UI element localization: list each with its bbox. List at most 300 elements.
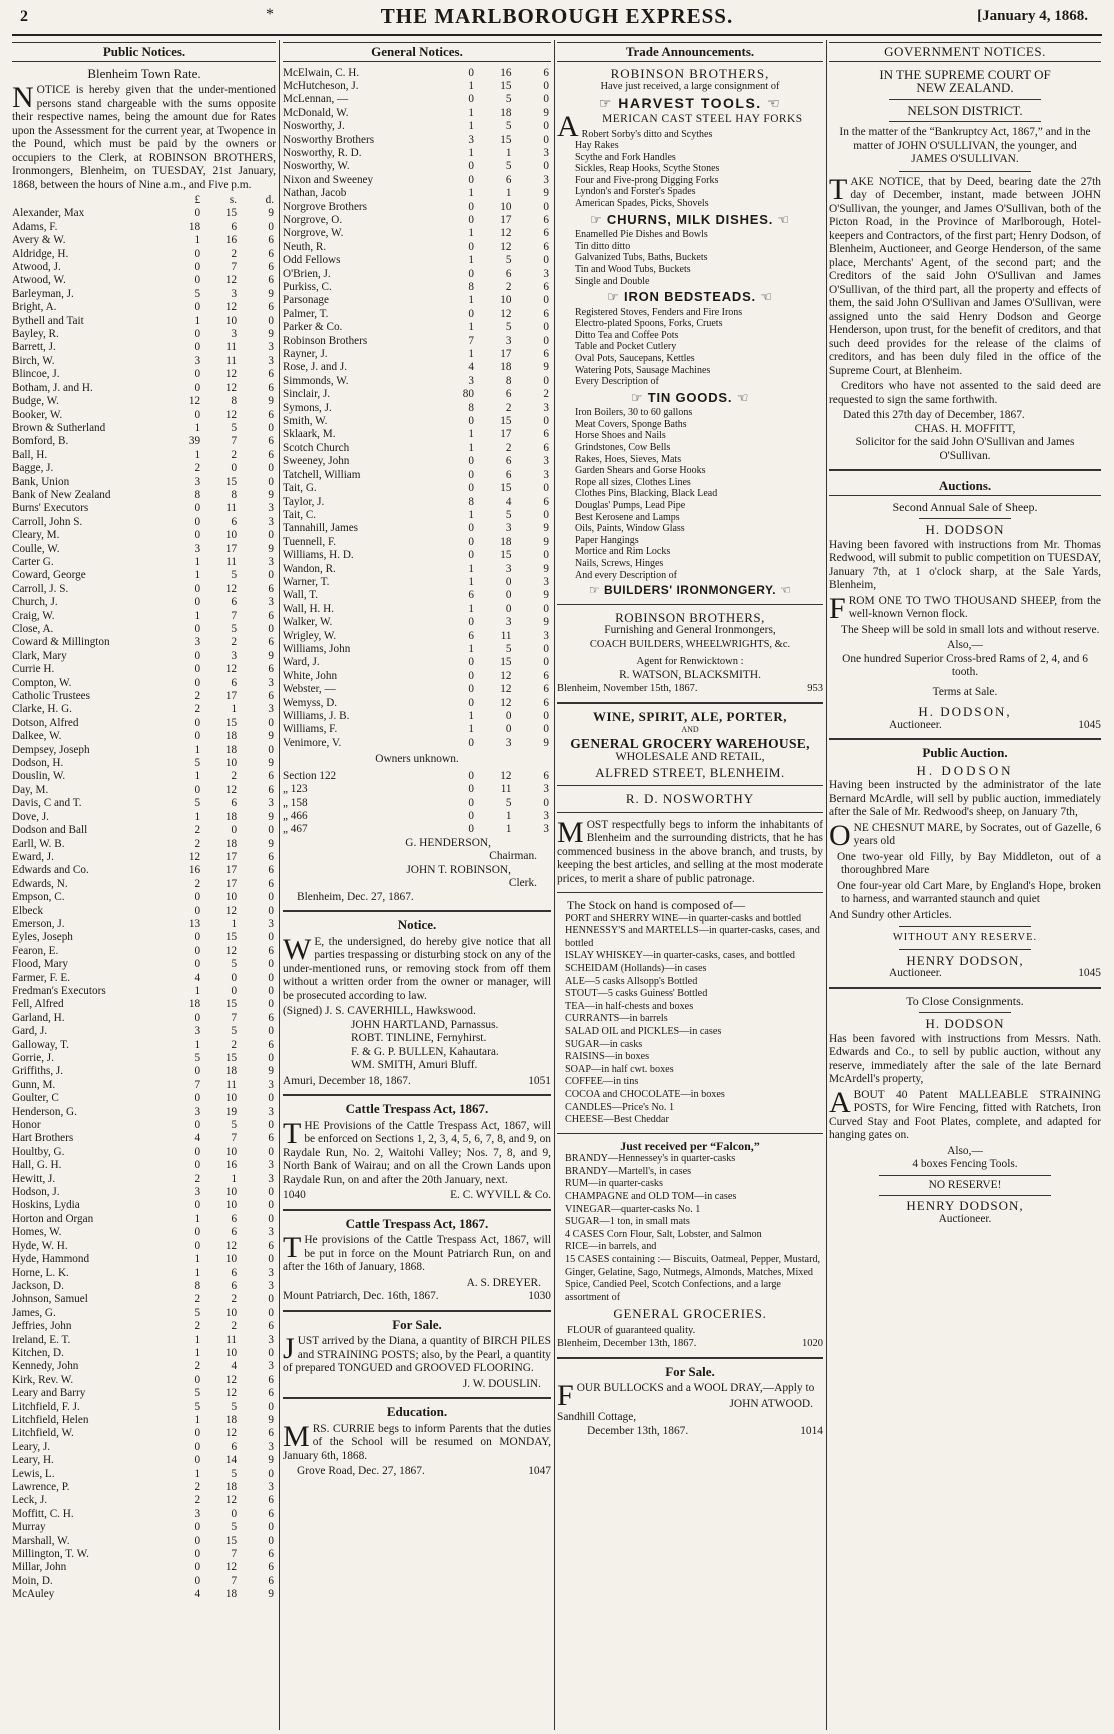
list-item: Enamelled Pie Dishes and Bowls (575, 229, 708, 241)
rate-row (283, 616, 551, 629)
rate-row (283, 710, 551, 723)
rate-pence: 0 (268, 998, 274, 1011)
rate-shillings: 5 (505, 120, 512, 133)
sale-title: To Close Consignments. (906, 993, 1024, 1008)
rate-row (12, 1173, 276, 1186)
rate-shillings: 0 (505, 602, 512, 615)
rate-shillings: 1 (231, 703, 238, 716)
rate-pounds: 0 (194, 381, 201, 394)
rate-shillings: 12 (225, 1373, 238, 1386)
rate-pence: 0 (268, 1293, 274, 1306)
rate-row (283, 549, 551, 562)
ratepayer-name: Fredman's Executors (12, 984, 106, 997)
notice-footer (283, 1465, 551, 1479)
warehouse-address: ALFRED STREET, BLENHEIM. (595, 764, 785, 780)
rate-row (12, 1012, 276, 1025)
rate-shillings: 5 (231, 1400, 238, 1413)
ad-number: 1051 (528, 1074, 551, 1087)
rate-shillings: 12 (225, 582, 238, 595)
auctioneer-name: H. DODSON (916, 762, 1014, 778)
rate-row (283, 308, 551, 321)
ratepayer-name: Tuennell, F. (283, 535, 337, 548)
rate-row (12, 1414, 276, 1427)
rate-pence: 0 (543, 321, 549, 334)
goods-list (575, 129, 823, 210)
pointing-hand-icon: ☞ (598, 94, 619, 111)
rate-pounds: 0 (468, 415, 474, 428)
rate-shillings: 17 (225, 542, 238, 555)
rate-pounds: 0 (194, 1065, 201, 1078)
ad-number: 1047 (528, 1465, 551, 1478)
ad-footer (557, 1425, 823, 1439)
trespass-notice (283, 932, 551, 1004)
rate-shillings: 0 (505, 723, 512, 736)
rate-row (283, 375, 551, 388)
rate-row (12, 784, 276, 797)
ratepayer-name: Dodson and Ball (12, 824, 88, 837)
court-title: IN THE SUPREME COURT OF (879, 66, 1051, 82)
rate-shillings: 12 (500, 227, 512, 240)
rate-pounds: 0 (194, 1011, 201, 1024)
rate-shillings: 7 (231, 1011, 238, 1024)
rate-pence: 9 (543, 361, 549, 374)
list-item: TEA—in half-chests and boxes (565, 1000, 694, 1012)
rate-row (12, 717, 276, 730)
ratepayer-name: Bythell and Tait (12, 314, 84, 327)
rate-pounds: 13 (188, 917, 201, 930)
rate-shillings: 5 (505, 160, 512, 173)
rate-pounds: 3 (468, 133, 474, 146)
list-item: Tin and Wood Tubs, Buckets (575, 263, 691, 275)
rate-shillings: 0 (231, 824, 238, 837)
rate-pence: 6 (268, 408, 274, 421)
rate-shillings: 4 (505, 495, 512, 508)
ratepayer-name: Johnson, Samuel (12, 1293, 88, 1306)
rate-shillings: 6 (231, 515, 238, 528)
owners-unknown-heading: Owners unknown. (375, 753, 459, 766)
rate-pounds: 1 (194, 1346, 201, 1359)
rate-pence: 3 (543, 146, 549, 159)
rate-pounds: 2 (194, 1494, 201, 1507)
list-item: And every Description of (575, 569, 677, 581)
bankruptcy-matter: In the matter of the “Bankruptcy Act, 1867,” and in the matter of JOHN O'SULLIVAN, the younger, and JAMES O'SULLIVAN. (839, 126, 1091, 165)
divider (557, 604, 823, 605)
rate-pence: 3 (268, 1279, 274, 1292)
ratepayer-name: Wandon, R. (283, 562, 336, 575)
ad-footer (557, 682, 823, 696)
list-item: Scythe and Fork Handles (575, 151, 676, 163)
ratepayer-name: Nosworthy, R. D. (283, 146, 362, 159)
rate-shillings: 1 (231, 917, 238, 930)
rate-pounds: 0 (468, 200, 474, 213)
rate-row (12, 1106, 276, 1119)
firm-trades: COACH BUILDERS, WHEELWRIGHTS, &c. (589, 638, 791, 650)
ad-headline: MERICAN CAST STEEL HAY FORKS (602, 113, 803, 125)
rate-pounds: 0 (468, 656, 474, 669)
rate-row (12, 1253, 276, 1266)
rate-pence: 3 (268, 596, 274, 609)
rate-shillings: 3 (231, 328, 238, 341)
solicitor-name: CHAS. H. MOFFITT, (914, 422, 1016, 435)
rate-pence: 0 (268, 1346, 274, 1359)
rate-row (12, 945, 276, 958)
rate-row (12, 1199, 276, 1212)
rate-shillings: 12 (225, 1387, 238, 1400)
rate-pounds: 1 (468, 227, 474, 240)
rate-pounds: 0 (194, 623, 201, 635)
rate-row (12, 1588, 276, 1601)
ratepayer-name: Currie H. (12, 663, 55, 676)
ratepayer-name: Dodson, H. (12, 757, 64, 770)
section-header: General Notices. (283, 42, 551, 62)
rate-row (12, 449, 276, 462)
list-item: CANDLES—Price's No. 1 (565, 1101, 675, 1113)
rate-row (283, 536, 551, 549)
rate-pence: 6 (268, 261, 274, 274)
rates-body (12, 207, 276, 1601)
rate-pounds: 7 (194, 1078, 201, 1091)
rate-row (12, 1548, 276, 1561)
auction-lot: And Sundry other Articles. (829, 908, 952, 921)
rate-shillings: 1 (505, 187, 512, 200)
rate-shillings: 5 (231, 1521, 238, 1534)
rate-row (12, 355, 276, 368)
rate-shillings: 15 (500, 415, 512, 428)
terms-label: Terms at Sale. (932, 685, 998, 698)
rate-pounds: 0 (468, 240, 474, 253)
ratepayer-name: Hoskins, Lydia (12, 1199, 80, 1212)
notice-body: AKE NOTICE, that by Deed, bearing date the 27th day of December, instant, made between JOHN O'Sullivan, the younger, and James O'Sullivan, both of the Picton Road, in the Province of Marlborough, Hotel-keepers and Contractors, of the first part; Henry Dodson, of Blenheim, Auctioneer, and George Henderson, of the same place, Merchants' Agent, of the second part; and the Creditors of the said John O'Sullivan and James O'Sullivan, of the third part, all the property and effects of them, the said John O'Sullivan and James O'Sullivan, were assigned unto the said Henry Dodson and George Henderson, upon trust, for the benefit of creditors, and that such deed provides for the release of the claims of creditors, and has been duly filed in the office of the Supreme Court, at Blenheim. (829, 175, 1101, 377)
ratepayer-name: Parker & Co. (283, 321, 343, 334)
creditors-notice: Creditors who have not assented to the said deed are requested to sign the same forthwith. (829, 380, 1101, 406)
rate-pence: 9 (268, 207, 274, 220)
rate-shillings: 12 (225, 301, 238, 314)
rate-shillings: 6 (505, 388, 512, 401)
rate-pounds: 1 (194, 1266, 201, 1279)
rate-row (12, 1307, 276, 1320)
rate-pounds: 2 (194, 1172, 201, 1185)
rate-pounds: 0 (194, 891, 201, 904)
notice-heading: Notice. (397, 917, 437, 933)
rate-pounds: 0 (468, 769, 474, 782)
rate-row (12, 972, 276, 985)
rate-pence: 6 (268, 1132, 274, 1145)
rate-shillings: 0 (505, 589, 512, 602)
notice-heading: Cattle Trespass Act, 1867. (345, 1101, 489, 1117)
groceries-heading: GENERAL GROCERIES. (613, 1306, 767, 1322)
rate-row (12, 435, 276, 448)
ratepayer-name: Leck, J. (12, 1494, 48, 1507)
ratepayer-name: Wall, T. (283, 589, 319, 602)
rate-pounds: 0 (468, 809, 474, 822)
rate-row (283, 415, 551, 428)
rate-pounds: 0 (194, 1548, 201, 1561)
drop-cap: J (283, 1332, 295, 1366)
rate-row (283, 823, 551, 836)
ratepayer-name: Palmer, T. (283, 307, 329, 320)
reserve-note: NO RESERVE! (928, 1178, 1002, 1191)
signature: F. & G. P. BULLEN, Kahautara. (351, 1045, 499, 1058)
cattle-trespass-notice (283, 1116, 551, 1188)
rate-shillings: 8 (231, 395, 238, 408)
rate-pounds: 1 (468, 602, 474, 615)
rate-pence: 0 (268, 891, 274, 904)
rate-pounds: 0 (194, 1092, 201, 1105)
rate-shillings: 12 (500, 669, 512, 682)
ratepayer-name: „ 466 (283, 809, 308, 822)
firm-name: ROBINSON BROTHERS, (615, 609, 765, 625)
section-header: Public Notices. (12, 42, 276, 62)
ratepayer-name: Gard, J. (12, 1025, 48, 1038)
rate-pounds: 0 (194, 408, 201, 421)
pointing-hand-icon: ☜ (761, 94, 782, 111)
ratepayer-name: Ireland, E. T. (12, 1333, 71, 1346)
rate-pence: 3 (268, 1226, 274, 1239)
pointing-hand-icon: ☞ (588, 583, 604, 598)
notice-title: Blenheim Town Rate. (87, 65, 201, 81)
rate-pounds: 5 (194, 287, 201, 300)
ratepayer-name: Carter G. (12, 555, 54, 568)
rate-pounds: 0 (194, 515, 201, 528)
auctioneer-role: Auctioneer. (889, 718, 942, 731)
rate-row (12, 1401, 276, 1414)
rate-row (12, 489, 276, 502)
rate-row (283, 442, 551, 455)
rate-pence: 0 (268, 1052, 274, 1064)
rate-pounds: 3 (468, 374, 474, 387)
rate-pounds: 0 (194, 596, 201, 609)
rate-shillings: 12 (225, 381, 238, 394)
rate-pounds: 1 (194, 810, 201, 823)
ratepayer-name: Botham, J. and H. (12, 381, 93, 394)
ratepayer-name: Carroll, J. S. (12, 582, 69, 595)
ad-number: 1020 (802, 1338, 823, 1350)
rate-pence: 6 (268, 1548, 274, 1561)
sections-body (283, 770, 551, 837)
rate-row (12, 1267, 276, 1280)
rate-pounds: 3 (194, 1025, 201, 1038)
notice-body: RS. CURRIE begs to inform Parents that the duties of the School will be resumed on MONDAY, January 6th, 1868. (283, 1422, 551, 1462)
rate-shillings: 0 (231, 984, 238, 997)
rate-row (12, 1535, 276, 1548)
rate-shillings: 6 (231, 676, 238, 689)
rate-pounds: 6 (468, 589, 474, 602)
ratepayer-name: Coward & Millington (12, 636, 110, 649)
ratepayer-name: Rose, J. and J. (283, 361, 348, 374)
drop-cap: F (557, 1379, 574, 1413)
rate-pence: 0 (543, 200, 549, 213)
list-item: COCOA and CHOCOLATE—in boxes (565, 1089, 725, 1100)
signature: E. C. WYVILL & Co. (450, 1189, 551, 1202)
rate-pounds: 16 (188, 864, 201, 877)
court-title: NEW ZEALAND. (916, 80, 1014, 95)
rate-pence: 0 (268, 529, 274, 542)
signature: ROBT. TINLINE, Fernyhirst. (351, 1032, 487, 1045)
rate-shillings: 10 (225, 1186, 238, 1199)
rate-pence: 3 (268, 1481, 274, 1493)
reserve-note: WITHOUT ANY RESERVE. (892, 932, 1038, 943)
firm-name: ROBINSON BROTHERS, (610, 65, 770, 81)
notice-body: OST respectfully begs to inform the inhabitants of Blenheim and the surrounding districts, that he has commenced business in the above branch, and trusts, by keeping the best articles, and selling at the most moderate prices, to merit a share of public patronage. (557, 818, 823, 885)
section-header: Auctions. (829, 477, 1101, 496)
notice-footer (283, 1290, 551, 1304)
rate-row (283, 563, 551, 576)
drop-cap: T (829, 172, 848, 206)
rate-pounds: 1 (194, 234, 201, 247)
divider (557, 785, 823, 786)
rate-pounds: 1 (468, 562, 474, 575)
rate-pence: 0 (543, 133, 549, 146)
ratepayer-name: White, John (283, 669, 338, 682)
rate-shillings: 6 (231, 1440, 238, 1453)
ratepayer-name: Bank of New Zealand (12, 488, 111, 501)
rate-shillings: 12 (225, 1427, 238, 1440)
rate-pence: 6 (543, 696, 549, 709)
rate-row (12, 543, 276, 556)
rate-row (12, 636, 276, 649)
rate-shillings: 18 (500, 535, 512, 548)
rate-row (283, 482, 551, 495)
rate-shillings: 6 (231, 1226, 238, 1239)
rate-pounds: 1 (468, 120, 474, 133)
ad-number: 1045 (1078, 967, 1101, 979)
rate-row (283, 120, 551, 133)
list-item: Oval Pots, Saucepans, Kettles (575, 353, 695, 364)
ratepayer-name: Williams, F. (283, 723, 338, 736)
rate-pence: 6 (268, 1373, 274, 1386)
rate-pounds: 12 (188, 850, 201, 863)
rate-row (12, 1186, 276, 1199)
list-item: Galvanized Tubs, Baths, Buckets (575, 252, 708, 264)
category-title: CHURNS, MILK DISHES. (606, 211, 774, 227)
rate-shillings: 7 (231, 1548, 238, 1561)
ratepayer-name: Atwood, W. (12, 274, 66, 287)
rate-pence: 6 (268, 783, 274, 796)
column-divider (554, 40, 555, 1730)
rate-shillings: 12 (500, 769, 512, 782)
rate-row (283, 361, 551, 374)
rate-pence: 6 (268, 582, 274, 595)
rate-row (12, 462, 276, 475)
rate-pounds: 1 (194, 743, 201, 756)
rate-pence: 0 (268, 1186, 274, 1199)
rate-shillings: 18 (225, 730, 238, 743)
rate-row (283, 810, 551, 823)
list-item: Paper Hangings (575, 534, 639, 546)
rate-row (12, 744, 276, 757)
rate-shillings: 17 (225, 690, 238, 703)
rate-pence: 3 (268, 1159, 274, 1172)
rate-pence: 9 (268, 837, 274, 850)
rate-row (12, 1213, 276, 1226)
rate-pounds: 0 (194, 1561, 201, 1574)
rate-row (283, 723, 551, 736)
rate-shillings: 14 (225, 1454, 238, 1467)
rate-pounds: 18 (188, 220, 201, 233)
rate-row (12, 931, 276, 944)
rate-pence: 0 (268, 623, 274, 635)
rate-shillings: 15 (225, 716, 238, 729)
rate-shillings: 15 (500, 482, 512, 495)
rate-row (12, 1132, 276, 1145)
also-label: Also,— (947, 639, 983, 651)
rate-pence: 9 (268, 328, 274, 341)
column-general-notices (283, 40, 551, 1730)
rate-pence: 6 (268, 1427, 274, 1440)
rate-pence: 6 (268, 877, 274, 890)
divider (283, 1397, 551, 1399)
list-item: 15 CASES containing :— Biscuits, Oatmeal, Pepper, Mustard, Ginger, Gelatine, Sago, Nutmegs, Almonds, Matches, Mixed Spice, Candied Peel, Scotch Confections, and a large assortment of (565, 1254, 821, 1303)
list-item: CURRANTS—in barrels (565, 1013, 668, 1025)
rate-row (283, 737, 551, 750)
ratepayer-name: Bright, A. (12, 301, 57, 314)
rate-pounds: 0 (194, 301, 201, 314)
ad-date: Blenheim, November 15th, 1867. (557, 683, 698, 695)
rate-shillings: 12 (225, 1494, 238, 1507)
rate-pence: 6 (543, 428, 549, 441)
sheep-terms: The Sheep will be sold in small lots and without reserve. (841, 623, 1100, 636)
rate-shillings: 16 (225, 234, 238, 247)
rate-row (12, 1508, 276, 1521)
rate-row (283, 67, 551, 80)
ratepayer-name: Norgrove, O. (283, 213, 343, 226)
rate-shillings: 6 (231, 1212, 238, 1225)
divider (879, 1175, 1051, 1176)
rate-shillings: 10 (225, 1145, 238, 1158)
rate-row (12, 1025, 276, 1038)
ratepayer-name: Hyde, Hammond (12, 1253, 90, 1266)
rate-pounds: 0 (468, 696, 474, 709)
rate-row (283, 496, 551, 509)
rate-pounds: 1 (468, 187, 474, 200)
rate-row (12, 288, 276, 301)
rams-lot: One hundred Superior Cross-bred Rams of 2, 4, and 6 tooth. (842, 652, 1088, 678)
rate-pence: 3 (268, 917, 274, 930)
rate-row (12, 1454, 276, 1467)
list-item: Lyndon's and Forster's Spades (575, 186, 696, 198)
rate-row (12, 1280, 276, 1293)
rate-shillings: 12 (225, 904, 238, 917)
ratepayer-name: Houltby, G. (12, 1145, 65, 1158)
rate-row (283, 147, 551, 160)
ratepayer-name: Jeffries, John (12, 1320, 72, 1333)
list-item: Grindstones, Cow Bells (575, 442, 671, 454)
rate-row (12, 985, 276, 998)
rate-row (12, 650, 276, 663)
ratepayer-name: „ 467 (283, 823, 308, 836)
notice-heading: For Sale. (665, 1363, 715, 1379)
rate-row (12, 1494, 276, 1507)
solicitor-role: Solicitor for the said John O'Sullivan and James O'Sullivan. (855, 436, 1075, 462)
category-title: IRON BEDSTEADS. (624, 289, 756, 305)
notice-heading: Public Auction. (922, 745, 1008, 760)
ratepayer-name: Bomford, B. (12, 435, 69, 448)
divider (829, 469, 1101, 471)
ad-number: 1045 (1078, 718, 1101, 731)
rate-row (283, 107, 551, 120)
rate-pence: 6 (543, 281, 549, 293)
rate-pence: 3 (268, 1172, 274, 1185)
rate-shillings: 12 (500, 683, 512, 696)
ratepayer-name: Symons, J. (283, 401, 332, 414)
ratepayer-name: Millington, T. W. (12, 1548, 89, 1561)
rate-shillings: 5 (505, 796, 512, 809)
rate-pence: 0 (268, 971, 274, 984)
rate-pounds: 0 (194, 1239, 201, 1252)
warehouse-heading: GENERAL GROCERY WAREHOUSE, (570, 735, 810, 751)
rate-pounds: 5 (194, 757, 201, 770)
rate-row (12, 382, 276, 395)
